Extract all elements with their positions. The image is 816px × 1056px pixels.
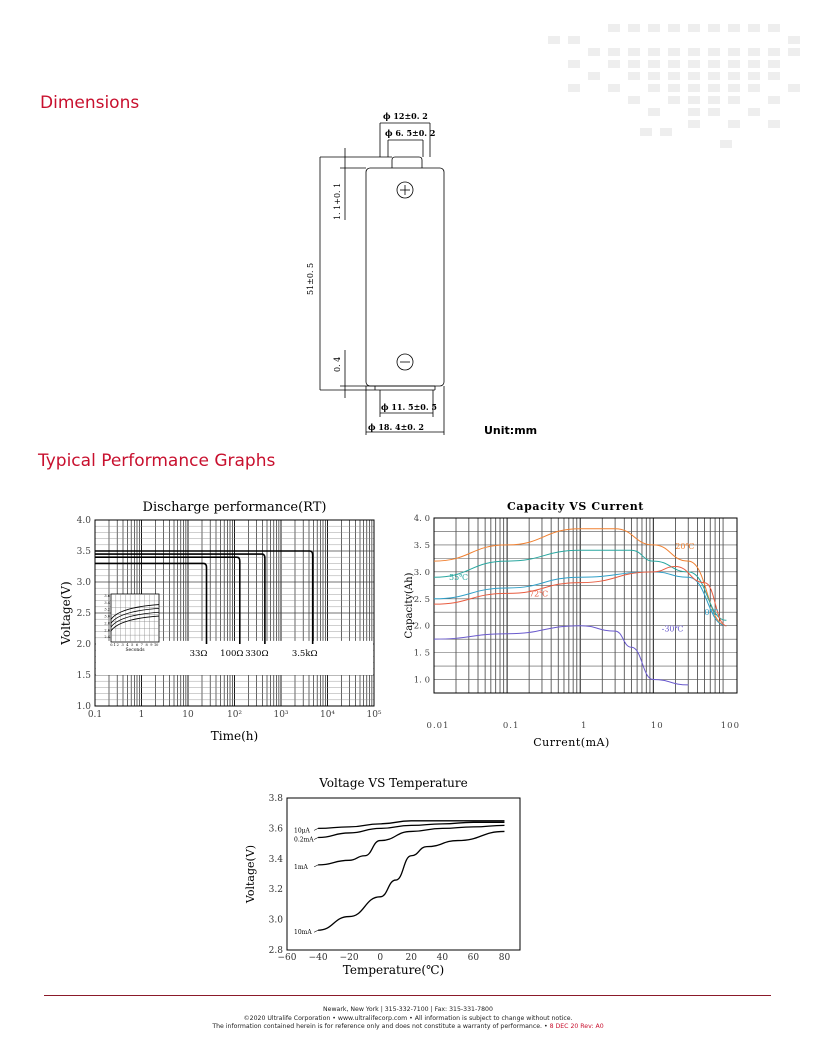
series-label: 0℃ — [704, 608, 719, 618]
decor-dot — [628, 48, 640, 56]
inset-y-tick: 2.4 — [104, 635, 110, 640]
dim-top-height: 1. 1+0. 1 — [333, 182, 342, 220]
y-tick-label: 4. 0 — [413, 514, 430, 524]
decor-dot — [608, 84, 620, 92]
inset-y-tick: 3.2 — [104, 607, 110, 612]
y-tick-label: 1. 5 — [413, 648, 430, 659]
y-tick-label: 2.0 — [76, 640, 91, 650]
y-tick-label: 2.5 — [76, 609, 91, 619]
decor-dot — [708, 84, 720, 92]
decor-dot — [728, 96, 740, 104]
series-label: 100Ω — [220, 649, 244, 659]
footer-copyright: ©2020 Ultralife Corporation • www.ultralifecorp.com • All information is subject to change without notice. — [243, 1015, 573, 1022]
series-label: 1mA — [294, 863, 308, 871]
decor-dot — [708, 72, 720, 80]
x-tick-label: 40 — [436, 953, 449, 963]
inset-x-label: Seconds — [125, 648, 145, 653]
decor-dot — [588, 48, 600, 56]
decor-dot — [748, 48, 760, 56]
decor-dot — [728, 120, 740, 128]
series-label: 72℃ — [529, 589, 549, 599]
chart-title: Capacity VS Current — [506, 500, 645, 513]
x-tick-label: −20 — [339, 953, 359, 963]
dimensions-title: Dimensions — [40, 93, 140, 113]
decor-dot — [748, 24, 760, 32]
series-label: 10μA — [294, 827, 310, 835]
y-tick-label: 2.8 — [268, 946, 283, 956]
series-line — [318, 825, 504, 865]
chart-title: Discharge performance(RT) — [142, 500, 327, 515]
decor-dot — [768, 24, 780, 32]
y-tick-label: 1.0 — [76, 702, 91, 712]
x-tick-label: 10 — [182, 710, 194, 720]
discharge-chart — [58, 495, 388, 750]
x-tick-label: 60 — [467, 953, 480, 963]
decor-dot — [568, 60, 580, 68]
inset-x-tick: 3 — [121, 643, 124, 647]
performance-title: Typical Performance Graphs — [38, 451, 276, 471]
x-tick-label: 100 — [720, 721, 741, 731]
footer-divider — [44, 995, 771, 996]
decor-dot — [688, 108, 700, 116]
inset-y-tick: 2.6 — [104, 628, 110, 633]
decor-dot — [748, 108, 760, 116]
x-tick-label: 10² — [226, 710, 243, 720]
decor-dot — [608, 60, 620, 68]
series-label: 33Ω — [189, 649, 208, 659]
x-tick-label: 0.1 — [87, 710, 103, 720]
decor-dot — [628, 24, 640, 32]
inset-y-tick: 3.6 — [104, 594, 110, 598]
decor-dot — [648, 84, 660, 92]
inset-y-tick: 3.0 — [104, 614, 110, 619]
series-label: -30℃ — [661, 624, 684, 634]
x-tick-label: 10 — [650, 721, 664, 731]
x-tick-label: 1 — [138, 710, 145, 720]
decor-dot — [608, 24, 620, 32]
inset-y-tick: 3.4 — [104, 600, 110, 605]
temperature-chart — [240, 770, 530, 980]
decor-dot — [568, 36, 580, 44]
x-tick-label: 1 — [580, 721, 588, 731]
x-axis-label: Current(mA) — [533, 736, 610, 749]
decor-dot — [608, 48, 620, 56]
decor-dot — [708, 24, 720, 32]
inset-y-tick: 2.8 — [104, 621, 110, 626]
footer-contact: Newark, New York | 315-332-7100 | Fax: 315-331-7800 — [323, 1006, 493, 1013]
x-tick-label: 10⁴ — [319, 710, 336, 720]
y-tick-label: 3. 0 — [413, 567, 430, 578]
y-axis-label: Voltage(V) — [244, 844, 257, 904]
y-tick-label: 3.8 — [268, 794, 283, 804]
series-label: 55℃ — [449, 573, 469, 583]
series-leader — [314, 828, 318, 830]
inset-x-tick: 8 — [145, 643, 148, 647]
battery-dimension-drawing — [295, 100, 555, 440]
x-tick-label: −40 — [308, 953, 328, 963]
decor-dot — [648, 60, 660, 68]
inset-x-tick: 7 — [140, 643, 143, 647]
decor-dot — [768, 48, 780, 56]
decor-dot — [688, 24, 700, 32]
decor-dot — [768, 120, 780, 128]
inset-x-tick: 0.1 — [110, 643, 116, 647]
y-tick-label: 3.0 — [76, 578, 91, 588]
decor-dot — [748, 84, 760, 92]
decor-dot — [668, 60, 680, 68]
x-axis-label: Temperature(℃) — [342, 963, 445, 977]
y-tick-label: 3.2 — [268, 885, 283, 896]
dim-bottom-height: 0. 4 — [333, 356, 342, 372]
decor-dot — [728, 72, 740, 80]
decor-dot — [688, 48, 700, 56]
series-leader — [314, 865, 318, 867]
capacity-chart — [398, 495, 743, 750]
decor-dot — [648, 48, 660, 56]
decor-dot — [708, 48, 720, 56]
y-tick-label: 3. 5 — [413, 540, 430, 551]
decor-dot — [788, 84, 800, 92]
decor-dot — [668, 72, 680, 80]
y-tick-label: 3.6 — [268, 824, 283, 835]
decor-dot — [720, 140, 732, 148]
decor-dot — [748, 72, 760, 80]
decor-dot — [668, 48, 680, 56]
decor-dot — [768, 60, 780, 68]
x-tick-label: 0.01 — [426, 721, 450, 731]
series-label: 330Ω — [245, 649, 269, 659]
series-leader — [314, 838, 318, 840]
decor-dot — [788, 36, 800, 44]
inset-x-tick: 4 — [126, 643, 129, 647]
series-label: 3.5kΩ — [291, 649, 318, 659]
dim-bottom-diameter: ϕ 11. 5±0. 5 — [381, 402, 437, 412]
decor-dot — [548, 36, 560, 44]
series-leader — [314, 930, 318, 932]
y-tick-label: 2. 5 — [413, 594, 430, 605]
decor-dot — [648, 24, 660, 32]
decor-dot — [640, 128, 652, 136]
unit-label: Unit:mm — [484, 424, 538, 437]
decor-dot — [688, 84, 700, 92]
inset-x-tick: 9 — [150, 643, 153, 647]
decor-dot — [668, 96, 680, 104]
series-label: 0.2mA — [294, 836, 314, 844]
x-tick-label: 0 — [377, 953, 384, 963]
decor-dot — [748, 60, 760, 68]
y-axis-label: Voltage(V) — [59, 581, 73, 645]
decor-dot — [648, 72, 660, 80]
y-tick-label: 3.0 — [268, 915, 283, 926]
decor-dot — [708, 96, 720, 104]
x-tick-label: 10³ — [273, 710, 289, 720]
footer-disclaimer-text: The information contained herein is for reference only and does not constitute a warranty of performance. • — [212, 1023, 548, 1030]
decor-dot — [668, 84, 680, 92]
decor-dot — [708, 60, 720, 68]
y-tick-label: 2. 0 — [413, 621, 430, 632]
positive-terminal — [392, 157, 422, 168]
decor-dot — [728, 24, 740, 32]
y-tick-label: 1. 0 — [413, 675, 430, 686]
decor-dot — [628, 96, 640, 104]
series-label: 20℃ — [675, 541, 695, 551]
inset-x-tick: 2 — [116, 643, 119, 647]
decor-dot — [688, 120, 700, 128]
y-tick-label: 1.5 — [76, 671, 91, 681]
decor-dot — [688, 72, 700, 80]
x-tick-label: 80 — [498, 953, 511, 963]
series-line — [318, 822, 504, 837]
x-tick-label: 10⁵ — [366, 710, 382, 720]
dim-total-height: 51±0. 5 — [306, 262, 315, 295]
inset-x-tick: 10 — [153, 643, 159, 647]
footer-disclaimer — [0, 1023, 816, 1031]
decor-dot — [588, 72, 600, 80]
battery-body — [366, 168, 444, 386]
decor-dot — [728, 84, 740, 92]
dim-top-diameter: ϕ 12±0. 2 — [383, 111, 428, 121]
decor-dot — [728, 60, 740, 68]
x-tick-label: 0.1 — [502, 721, 520, 731]
dim-body-diameter: ϕ 18. 4±0. 2 — [368, 422, 424, 432]
y-tick-label: 3.4 — [268, 854, 283, 865]
decor-dot — [708, 108, 720, 116]
decor-dot — [688, 60, 700, 68]
decor-dot — [688, 96, 700, 104]
decor-dot — [628, 72, 640, 80]
decor-dot — [660, 128, 672, 136]
decor-dot — [628, 60, 640, 68]
footer-revision: 8 DEC 20 Rev: A0 — [547, 1023, 604, 1030]
decor-dot — [788, 48, 800, 56]
chart-title: Voltage VS Temperature — [319, 776, 468, 790]
decor-dot — [768, 96, 780, 104]
inset-x-tick: 6 — [135, 643, 139, 647]
decor-dot — [648, 108, 660, 116]
y-tick-label: 4.0 — [76, 516, 91, 526]
inset-x-tick: 5 — [131, 643, 134, 647]
x-axis-label: Time(h) — [210, 729, 259, 743]
x-tick-label: −60 — [277, 953, 297, 963]
y-axis-label: Capacity(Ah) — [404, 572, 415, 639]
y-tick-label: 3.5 — [76, 547, 91, 557]
series-label: 10mA — [294, 929, 312, 937]
decor-dot — [668, 24, 680, 32]
decor-dot — [728, 48, 740, 56]
decor-dot — [568, 84, 580, 92]
decor-dot — [768, 72, 780, 80]
x-tick-label: 20 — [405, 953, 417, 963]
series-line — [318, 831, 504, 930]
dim-terminal-diameter: ϕ 6. 5±0. 2 — [385, 128, 436, 138]
